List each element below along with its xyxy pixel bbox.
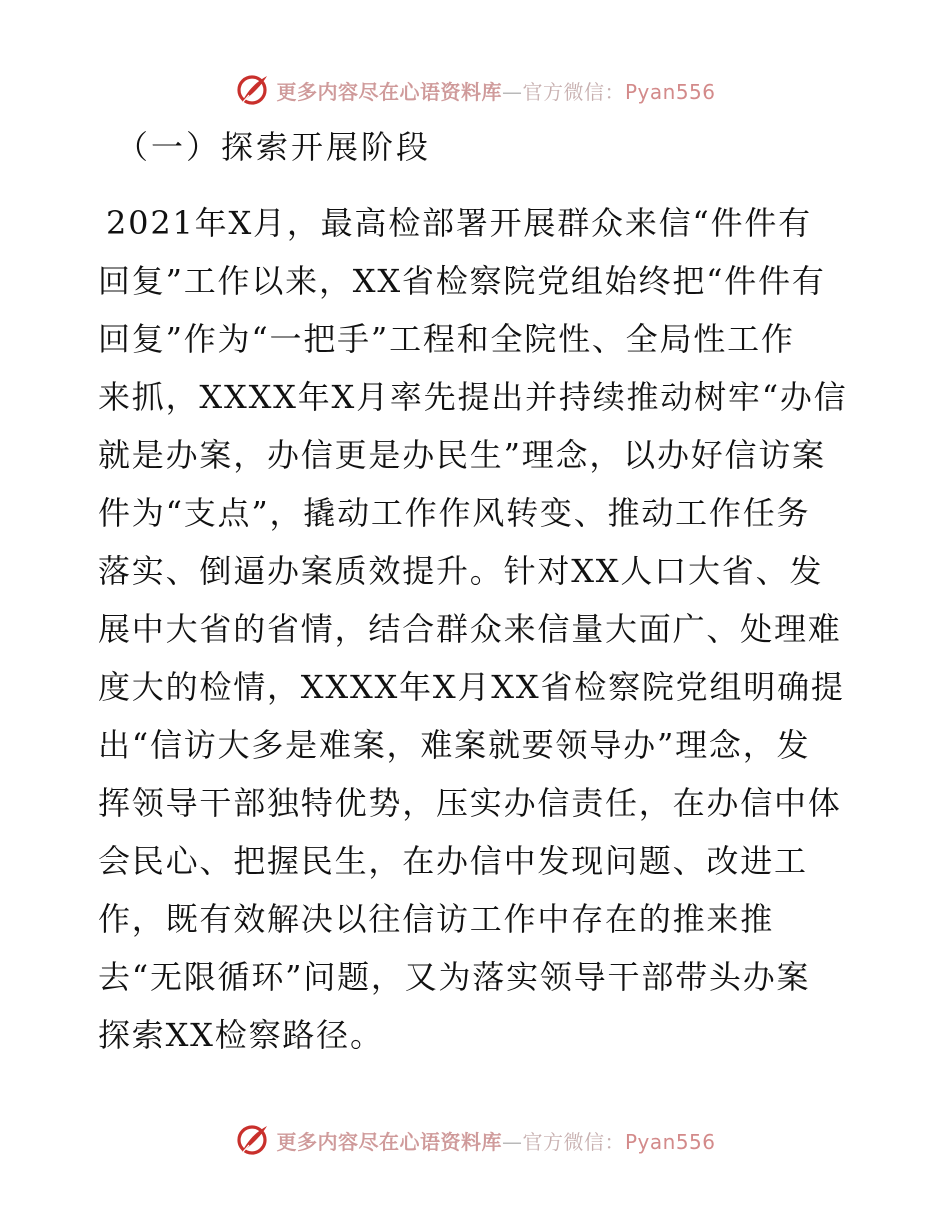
paragraph-line: 出“信访大多是难案，难案就要领导办”理念，发 xyxy=(98,726,811,764)
footer-watermark xyxy=(0,1122,950,1158)
section-heading: （一）探索开展阶段 xyxy=(116,128,432,166)
paragraph-line: 来抓，XXXX年X月率先提出并持续推动树牢“办信 xyxy=(98,378,848,416)
watermark-wechat-id: Pyan556 xyxy=(624,79,716,104)
paragraph-line: 件为“支点”，撬动工作作风转变、推动工作任务 xyxy=(98,494,811,532)
watermark-wechat-id: Pyan556 xyxy=(624,1129,716,1154)
paragraph-line: 去“无限循环”问题，又为落实领导干部带头办案 xyxy=(98,958,811,996)
watermark-separator: — xyxy=(501,1129,523,1154)
watermark-text xyxy=(276,76,715,105)
paragraph-line: 展中大省的省情，结合群众来信量大面广、处理难 xyxy=(98,610,842,648)
watermark-official-label: 官方微信： xyxy=(522,1129,625,1154)
paragraph-line: 就是办案，办信更是办民生”理念，以办好信访案 xyxy=(98,436,826,474)
watermark-brand: 更多内容尽在心语资料库 xyxy=(276,1129,502,1154)
document-body xyxy=(98,118,858,1064)
watermark-separator: — xyxy=(501,79,523,104)
paragraph-line: 回复”作为“一把手”工程和全院性、全局性工作 xyxy=(98,320,795,358)
paragraph-line: 会民心、把握民生，在办信中发现问题、改进工 xyxy=(98,842,808,880)
paragraph-line: 挥领导干部独特优势，压实办信责任，在办信中体 xyxy=(98,784,842,822)
body-paragraph xyxy=(98,194,858,1064)
paragraph-line: 探索XX检察路径。 xyxy=(98,1016,384,1054)
paragraph-line: 度大的检情，XXXX年X月XX省检察院党组明确提 xyxy=(98,668,845,706)
paragraph-line: 2021年X月，最高检部署开展群众来信“件件有 xyxy=(106,204,812,242)
watermark-brand: 更多内容尽在心语资料库 xyxy=(276,79,502,104)
paragraph-line: 回复”工作以来，XX省检察院党组始终把“件件有 xyxy=(98,262,826,300)
feather-pen-logo-icon xyxy=(234,1122,270,1158)
paragraph-line: 落实、倒逼办案质效提升。针对XX人口大省、发 xyxy=(98,552,824,590)
watermark-official-label: 官方微信： xyxy=(522,79,625,104)
watermark-text xyxy=(276,1126,715,1155)
paragraph-line: 作，既有效解决以往信访工作中存在的推来推 xyxy=(98,900,775,938)
header-watermark xyxy=(0,72,950,108)
feather-pen-logo-icon xyxy=(234,72,270,108)
